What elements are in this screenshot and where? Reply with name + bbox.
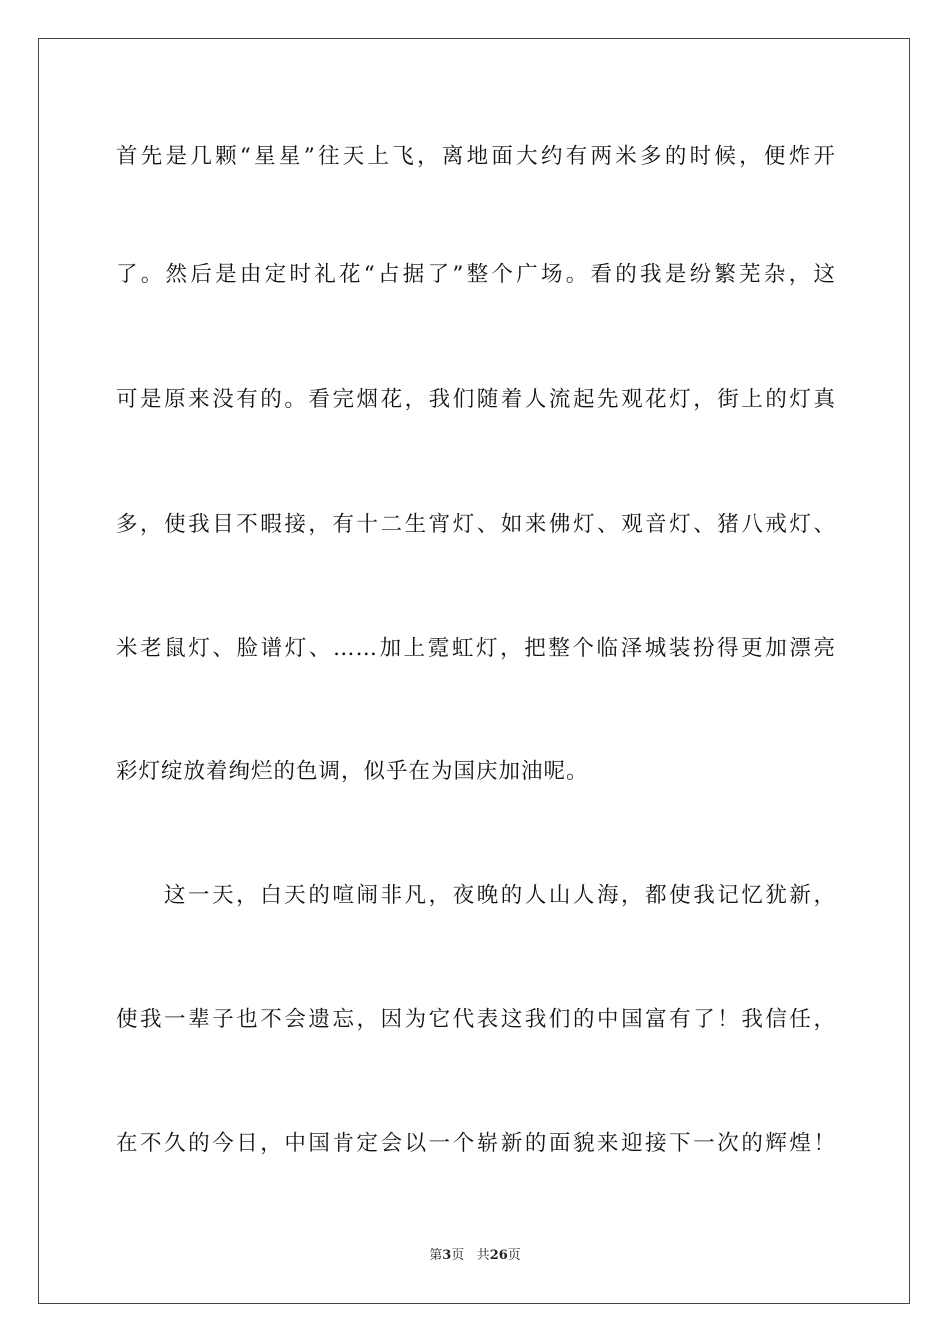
footer-page-number: 3 (442, 1248, 452, 1263)
body-text-line-4: 多，使我目不暇接，有十二生宵灯、如来佛灯、观音灯、猪八戒灯、 (116, 512, 836, 537)
body-text-line-9: 在不久的今日，中国肯定会以一个崭新的面貌来迎接下一次的辉煌！ (116, 1131, 836, 1156)
footer-total-pages: 26 (489, 1248, 508, 1263)
body-text-line-5: 米老鼠灯、脸谱灯、……加上霓虹灯，把整个临泽城装扮得更加漂亮 (116, 636, 836, 661)
body-text-line-6: 彩灯绽放着绚烂的色调，似乎在为国庆加油呢。 (116, 759, 589, 784)
page-footer (0, 1247, 950, 1265)
footer-total-suffix: 页 (507, 1248, 521, 1263)
footer-page-prefix: 第 (429, 1248, 443, 1263)
body-text-line-8: 使我一辈子也不会遗忘，因为它代表这我们的中国富有了！我信任， (116, 1007, 836, 1032)
page-border (38, 38, 910, 1304)
body-text-line-2: 了。然后是由定时礼花“占据了”整个广场。看的我是纷繁芜杂，这 (116, 262, 836, 287)
footer-page-suffix: 页 (451, 1248, 465, 1263)
body-text-line-3: 可是原来没有的。看完烟花，我们随着人流起先观花灯，街上的灯真 (116, 387, 836, 412)
footer-total-prefix: 共 (476, 1248, 490, 1263)
body-text-line-1: 首先是几颗“星星”往天上飞，离地面大约有两米多的时候，便炸开 (116, 144, 836, 169)
body-text-line-7: 这一天，白天的喧闹非凡，夜晚的人山人海，都使我记忆犹新， (164, 883, 836, 908)
